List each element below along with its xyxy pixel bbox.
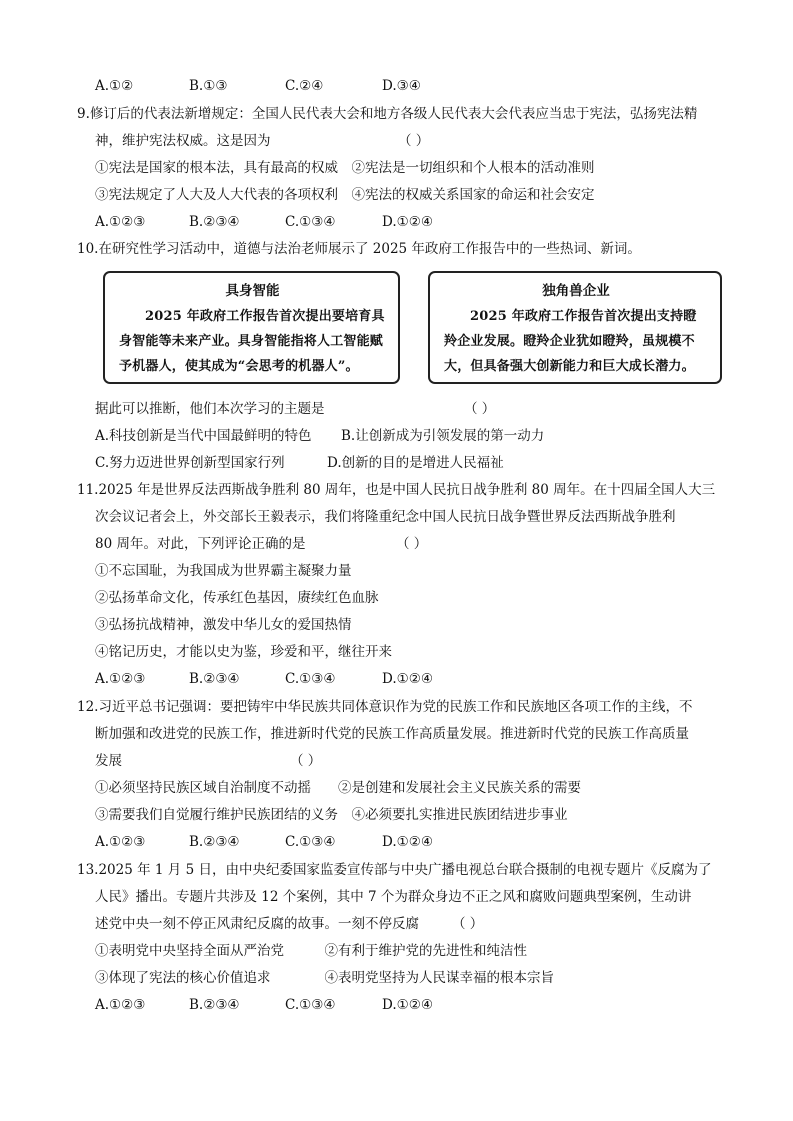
q11-stem-line-3: 80 周年。对此，下列评论正确的是 [95,536,306,552]
q13-stem-line-3: 述党中央一刻不停正风肃纪反腐的故事。一刻不停反腐 [95,916,419,932]
q11-stem-line-1: 11.2025 年是世界反法西斯战争胜利 80 周年，也是中国人民抗日战争胜利 80 周年。在十四届全国人大三 [77,482,716,498]
q9-statement-2: ③宪法规定了人大及人大代表的各项权利 ④宪法的权威关系国家的命运和社会安定 [95,187,595,203]
q10-question: 据此可以推断，他们本次学习的主题是 [95,401,325,417]
q12-option-d: D.①②④ [382,834,433,850]
q11-option-c: C.①③④ [285,671,336,687]
q9-option-b: B.②③④ [189,214,240,230]
q11-option-b: B.②③④ [189,671,240,687]
q13-option-c: C.①③④ [285,997,336,1013]
q12-statement-1: ①必须坚持民族区域自治制度不动摇 ②是创建和发展社会主义民族关系的需要 [95,780,581,796]
q9-option-d: D.①②④ [382,214,433,230]
q9-stem-line-1: 9.修订后的代表法新增规定：全国人民代表大会和地方各级人民代表大会代表应当忠于宪法，弘扬宪法精 [77,106,698,122]
q13-option-b: B.②③④ [189,997,240,1013]
q10-option-d: D.创新的目的是增进人民福祉 [327,455,504,471]
q13-statement-2: ③体现了宪法的核心价值追求 ④表明党坚持为人民谋幸福的根本宗旨 [95,970,554,986]
q11-statement-1: ①不忘国耻，为我国成为世界霸主凝聚力量 [95,563,352,579]
q12-statement-2: ③需要我们自觉履行维护民族团结的义务 ④必须要扎实推进民族团结进步事业 [95,807,568,823]
q9-answer-paren: （ ） [398,133,430,149]
q13-option-a: A.①②③ [95,997,146,1013]
box-body-unicorn-enterprise: 2025 年政府工作报告首次提出支持瞪羚企业发展。瞪羚企业犹如瞪羚，虽规模不大，但具备强大创新能力和巨大成长潜力。 [444,309,697,374]
box-title-unicorn-enterprise: 独角兽企业 [542,283,610,299]
q8-option-d: D.③④ [382,78,421,94]
q13-answer-paren: （ ） [452,916,484,932]
q10-option-c: C.努力迈进世界创新型国家行列 [95,455,285,471]
q12-answer-paren: （ ） [290,753,322,769]
q12-option-a: A.①②③ [95,834,146,850]
q13-stem-line-2: 人民》播出。专题片共涉及 12 个案例，其中 7 个为群众身边不正之风和腐败问题典型案例，生动讲 [95,889,692,905]
box-body-embodied-intelligence: 2025 年政府工作报告首次提出要培育具身智能等未来产业。具身智能指将人工智能赋予机器人，使其成为“会思考的机器人”。 [119,309,385,374]
q10-answer-paren: （ ） [464,401,496,417]
box-title-embodied-intelligence: 具身智能 [225,283,280,299]
q13-statement-1: ①表明党中央坚持全面从严治党 ②有利于维护党的先进性和纯洁性 [95,943,527,959]
q8-option-b: B.①③ [189,78,228,94]
q11-option-a: A.①②③ [95,671,146,687]
q8-option-a: A.①② [95,78,134,94]
q11-option-d: D.①②④ [382,671,433,687]
q9-statement-1: ①宪法是国家的根本法，具有最高的权威 ②宪法是一切组织和个人根本的活动准则 [95,160,595,176]
q11-stem-line-2: 次会议记者会上，外交部长王毅表示，我们将隆重纪念中国人民抗日战争暨世界反法西斯战争胜利 [95,509,676,525]
q9-option-a: A.①②③ [95,214,146,230]
q9-stem-line-2: 神，维护宪法权威。这是因为 [95,133,271,149]
q13-stem-line-1: 13.2025 年 1 月 5 日，由中央纪委国家监委宣传部与中央广播电视总台联合摄制的电视专题片《反腐为了 [77,862,712,878]
q12-stem-line-3: 发展 [95,753,122,769]
q8-option-c: C.②④ [285,78,324,94]
q12-option-c: C.①③④ [285,834,336,850]
hot-word-box-unicorn-enterprise [428,271,722,384]
hot-word-box-embodied-intelligence [103,271,400,384]
q12-stem-line-1: 12.习近平总书记强调：要把铸牢中华民族共同体意识作为党的民族工作和民族地区各项工作的主线，不 [77,699,693,715]
q11-statement-4: ④铭记历史，才能以史为鉴，珍爱和平，继往开来 [95,644,392,660]
q10-intro: 10.在研究性学习活动中，道德与法治老师展示了 2025 年政府工作报告中的一些热词、新词。 [77,241,641,257]
q11-statement-2: ②弘扬革命文化，传承红色基因，赓续红色血脉 [95,590,379,606]
q11-statement-3: ③弘扬抗战精神，激发中华儿女的爱国热情 [95,617,352,633]
q9-option-c: C.①③④ [285,214,336,230]
q13-option-d: D.①②④ [382,997,433,1013]
q10-option-b: B.让创新成为引领发展的第一动力 [341,428,545,444]
q12-stem-line-2: 断加强和改进党的民族工作，推进新时代党的民族工作高质量发展。推进新时代党的民族工作高质量 [95,726,689,742]
q12-option-b: B.②③④ [189,834,240,850]
q10-option-a: A.科技创新是当代中国最鲜明的特色 [95,428,312,444]
q11-answer-paren: （ ） [396,536,428,552]
